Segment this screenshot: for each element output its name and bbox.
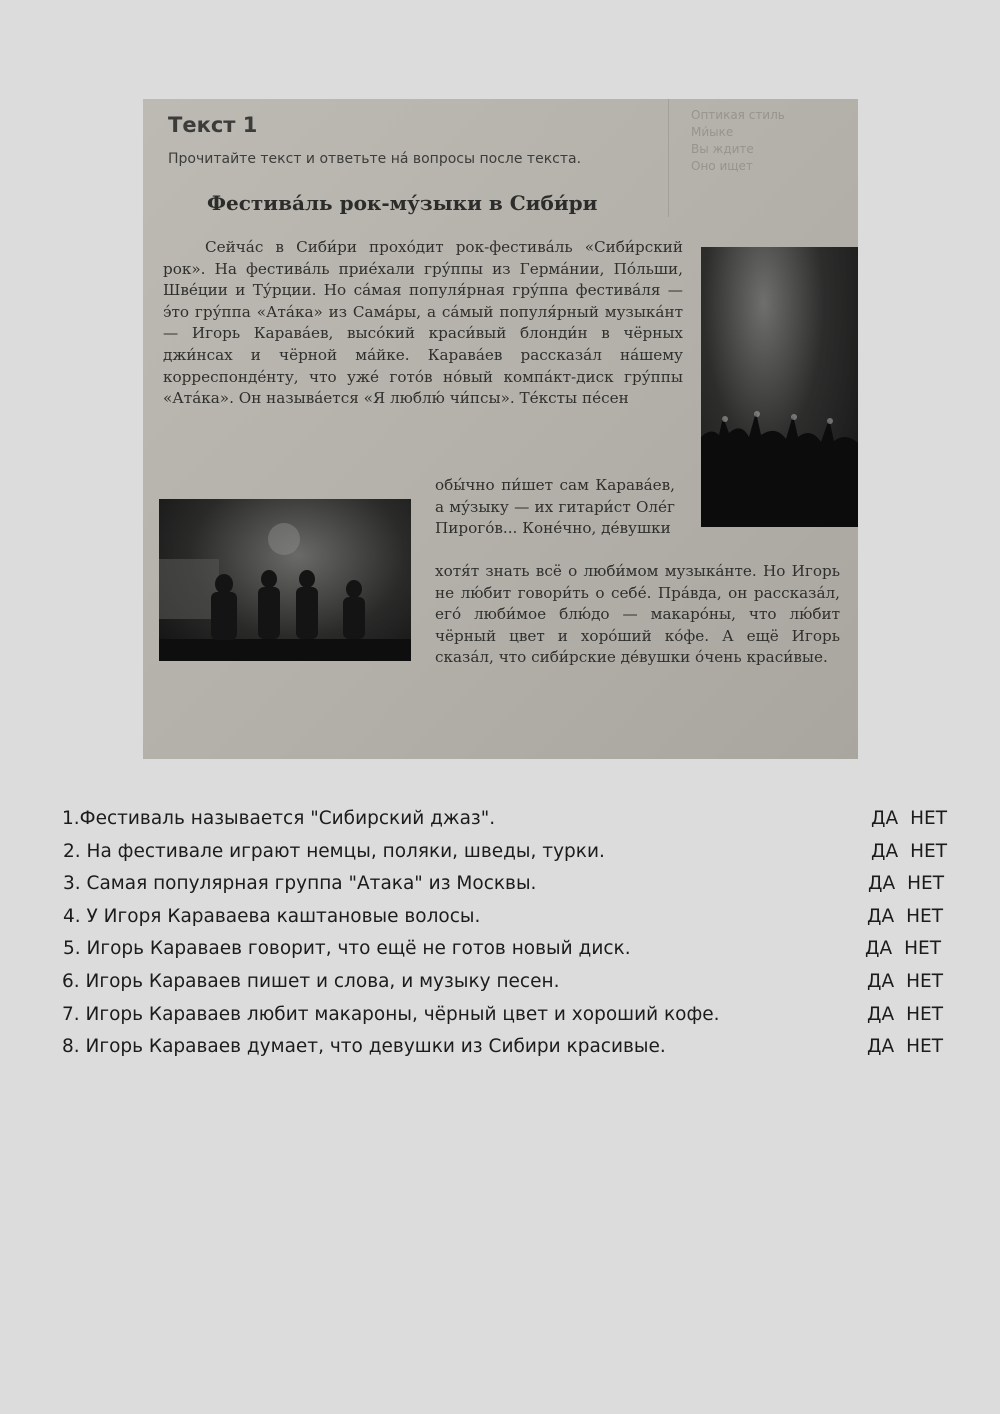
answer-options: [855, 1004, 943, 1025]
yes-option[interactable]: ДА: [866, 1003, 895, 1025]
question-row: [62, 841, 947, 874]
question-text: 4. У Игоря Караваева каштановые волосы.: [63, 905, 481, 927]
article-paragraph-part2: обы́чно пи́шет сам Карава́ев, а му́зыку — их гитари́ст Оле́г Пирого́в... Коне́чно, де́вушки: [435, 476, 675, 538]
yes-option[interactable]: ДА: [866, 1036, 895, 1058]
text-heading: Текст 1: [168, 113, 258, 137]
article-title: Фестива́ль рок-му́зыки в Сиби́ри: [207, 191, 598, 215]
no-option[interactable]: НЕТ: [907, 873, 944, 895]
answer-options: [859, 808, 947, 829]
question-text: 8. Игорь Караваев думает, что девушки из Сибири красивые.: [62, 1036, 666, 1058]
yes-option[interactable]: ДА: [864, 938, 893, 960]
question-text: 7. Игорь Караваев любит макароны, чёрный цвет и хороший кофе.: [62, 1003, 720, 1025]
question-text: 3. Самая популярная группа "Атака" из Москвы.: [63, 873, 537, 895]
yes-option[interactable]: ДА: [870, 808, 899, 829]
question-row: [62, 873, 947, 906]
instruction: Прочитайте текст и ответьте на́ вопросы после текста.: [168, 151, 582, 167]
answer-options: [859, 841, 947, 862]
question-text: 5. Игорь Караваев говорит, что ещё не готов новый диск.: [63, 938, 631, 960]
no-option[interactable]: НЕТ: [910, 808, 947, 829]
no-option[interactable]: НЕТ: [906, 1003, 943, 1025]
no-option[interactable]: НЕТ: [904, 938, 941, 960]
question-row: [62, 938, 947, 971]
question-row: [62, 906, 947, 939]
no-option[interactable]: НЕТ: [906, 1036, 943, 1058]
question-row: [62, 1004, 947, 1037]
question-row: [62, 1036, 947, 1069]
answer-options: [855, 971, 943, 992]
answer-options: [855, 906, 943, 927]
article-paragraph-part1: Сейча́с в Сиби́ри прохо́дит рок-фестива́ль «Сиби́рский рок». На фестива́ль прие́хали гру́ппы из Герма́нии, По́льши, Шве́ции и Ту́рции. Но са́мая популя́рная гру́ппа фестива́ля — э́то гру́ппа «Ата́ка» из Сама́ры, а са́мый популя́рный музыка́нт — Игорь Карава́ев, высо́кий краси́вый блонди́н в чёрных джи́нсах и чёрной ма́йке. Карава́ев рассказа́л на́шему корреспонде́нту, что уже́ гото́в но́вый компа́кт-диск гру́ппы «Ата́ка». Он называ́ется «Я люблю́ чи́псы». Те́ксты пе́сен: [163, 238, 683, 408]
yes-option[interactable]: ДА: [866, 905, 895, 927]
no-option[interactable]: НЕТ: [906, 905, 943, 927]
yes-option[interactable]: ДА: [866, 970, 895, 992]
textbook-photo: [143, 99, 858, 759]
answer-options: [853, 938, 941, 959]
yes-option[interactable]: ДА: [867, 873, 896, 895]
question-text: 2. На фестивале играют немцы, поляки, шведы, турки.: [63, 840, 605, 862]
question-text: 6. Игорь Караваев пишет и слова, и музыку песен.: [62, 970, 560, 992]
concert-crowd-image: [701, 247, 858, 527]
answer-options: [856, 873, 944, 894]
question-row: [62, 971, 947, 1004]
faded-previous-page-text: Оптикая стиль Ми́ыке Вы ждите Оно ищет: [668, 99, 858, 217]
no-option[interactable]: НЕТ: [910, 840, 947, 862]
question-row: [62, 808, 947, 841]
no-option[interactable]: НЕТ: [906, 970, 943, 992]
answer-options: [855, 1036, 943, 1057]
band-on-stage-image: [159, 499, 411, 661]
question-text: 1.Фестиваль называется "Сибирский джаз".: [62, 808, 496, 829]
true-false-questions: [62, 808, 947, 1069]
yes-option[interactable]: ДА: [870, 840, 899, 862]
article-paragraph-part3: хотя́т знать всё о люби́мом музыка́нте. Но Игорь не лю́бит говори́ть о себе́. Пра́вда, он рассказа́л, его́ люби́мое блю́до — макаро́ны, что лю́бит чёрный цвет и хоро́ший ко́фе. А ещё Игорь сказа́л, что сиби́рские де́вушки о́чень краси́вые.: [435, 562, 840, 667]
